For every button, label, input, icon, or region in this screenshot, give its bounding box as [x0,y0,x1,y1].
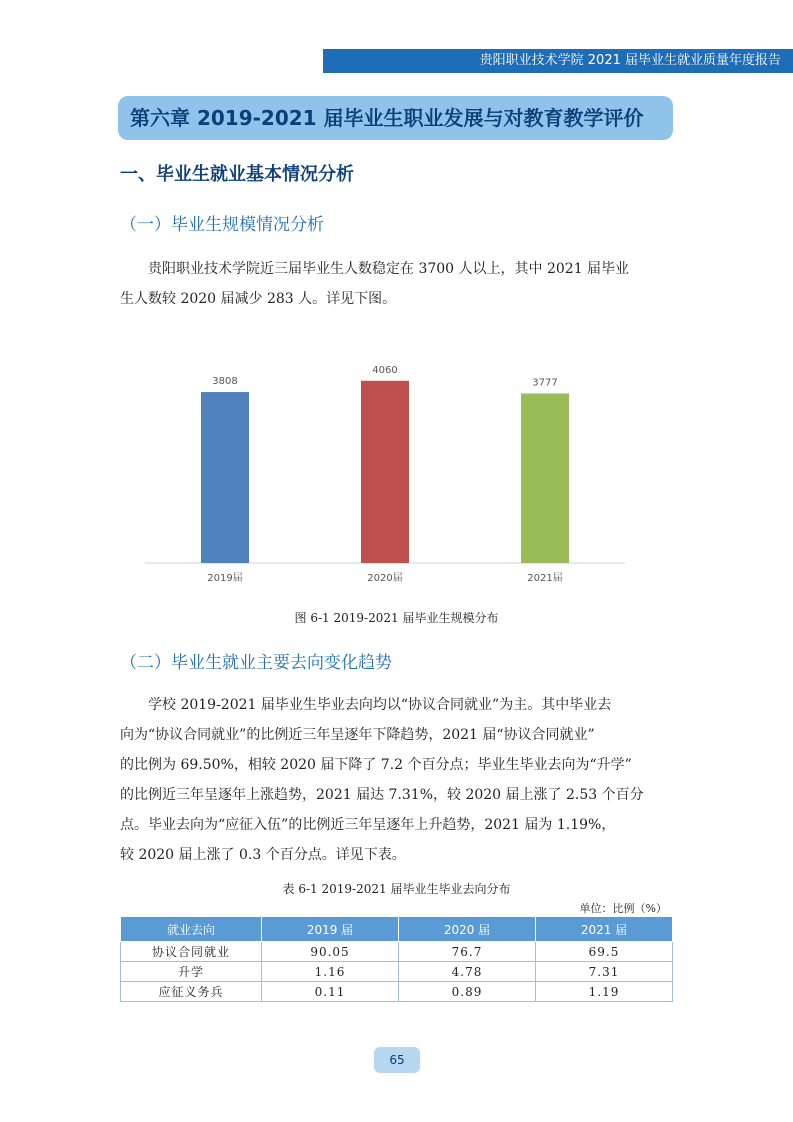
data-label: 3777 [532,377,558,389]
bar-2021届 [521,393,569,563]
paragraph-line: 较 2020 届上涨了 0.3 个百分点。详见下表。 [120,847,406,863]
data-label: 3808 [212,376,238,388]
table-cell: 0.89 [399,982,536,1002]
table-cell: 0.11 [262,982,399,1002]
column-header: 2021 届 [536,917,673,942]
column-header: 就业去向 [121,917,262,942]
column-header: 2019 届 [262,917,399,942]
paragraph-line: 学校 2019-2021 届毕业生毕业去向均以“协议合同就业”为主。其中毕业去 [148,697,612,713]
table-cell: 1.16 [262,962,399,982]
chapter-title: 第六章 2019-2021 届毕业生职业发展与对教育教学评价 [118,96,673,140]
table-cell: 协议合同就业 [121,942,262,962]
bar-2019届 [201,392,249,563]
figure-caption: 图 6-1 2019-2021 届毕业生规模分布 [294,611,499,625]
subsection-heading-destination: （二）毕业生就业主要去向变化趋势 [120,653,392,673]
paragraph-line: 点。毕业去向为“应征入伍”的比例近三年呈逐年上升趋势，2021 届为 1.19%， [120,817,616,833]
table-row [121,942,673,962]
paragraph-line: 的比例近三年呈逐年上涨趋势，2021 届达 7.31%，较 2020 届上涨了 2.53 个百分 [120,787,644,803]
subsection-heading-scale: （一）毕业生规模情况分析 [120,215,324,235]
x-tick-label: 2019届 [207,573,243,584]
table-cell: 69.5 [536,942,673,962]
destination-table [120,916,673,1002]
x-tick-label: 2020届 [367,573,403,584]
paragraph-line: 生人数较 2020 届减少 283 人。详见下图。 [120,291,397,307]
table-cell: 4.78 [399,962,536,982]
table-cell: 应征义务兵 [121,982,262,1002]
table-cell: 76.7 [399,942,536,962]
paragraph-destination [120,690,675,870]
table-row [121,982,673,1002]
table-cell: 1.19 [536,982,673,1002]
column-header: 2020 届 [399,917,536,942]
page-number: 65 [374,1047,420,1073]
section-heading: 一、毕业生就业基本情况分析 [120,164,354,185]
table-row [121,962,673,982]
bar-2020届 [361,381,409,563]
table-cell: 7.31 [536,962,673,982]
paragraph-line: 的比例为 69.50%，相较 2020 届下降了 7.2 个百分点；毕业生毕业去向为“升学” [120,757,632,773]
paragraph-line: 贵阳职业技术学院近三届毕业生人数稳定在 3700 人以上，其中 2021 届毕业 [148,261,630,277]
table-cell: 90.05 [262,942,399,962]
paragraph-scale [120,254,675,314]
table-cell: 升学 [121,962,262,982]
table-caption: 表 6-1 2019-2021 届毕业生毕业去向分布 [282,882,511,896]
graduate-scale-bar-chart [145,345,625,595]
paragraph-line: 向为“协议合同就业”的比例近三年呈逐年下降趋势，2021 届“协议合同就业” [120,727,595,743]
report-header-bar [323,49,793,73]
x-tick-label: 2021届 [527,573,563,584]
table-header-row [121,917,673,942]
data-label: 4060 [372,364,398,376]
table-unit: 单位：比例（%） [579,902,667,915]
report-header-title: 贵阳职业技术学院 2021 届毕业生就业质量年度报告 [479,53,781,68]
